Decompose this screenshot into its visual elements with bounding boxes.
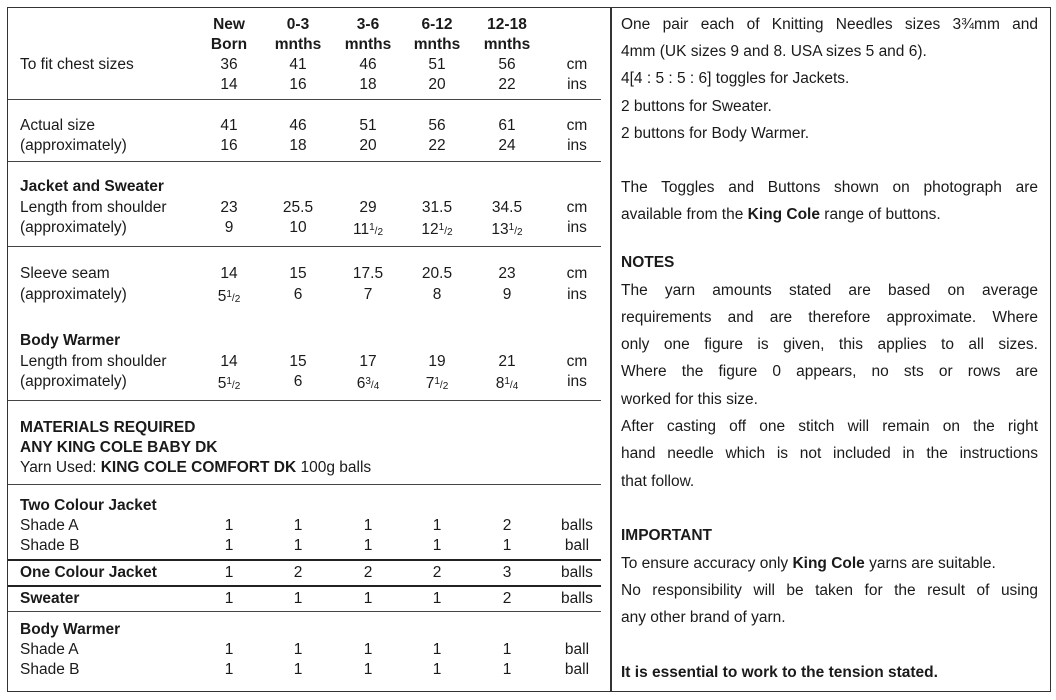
warmer-cm-value: 19 [428, 353, 446, 370]
unit-label: ball [564, 641, 590, 658]
fraction-slash: / [509, 380, 513, 391]
whole-number: 8 [495, 375, 505, 392]
ball-count: 2 [502, 590, 512, 607]
warmer-buttons-line [621, 120, 1038, 147]
unit-label: ins [567, 76, 587, 93]
tension-note [621, 659, 1038, 686]
whole-number: 7 [363, 286, 373, 303]
ball-count: 2 [363, 564, 373, 581]
fraction-slash: / [231, 293, 235, 304]
length-label: Length from shoulder [20, 199, 167, 216]
fraction [365, 375, 379, 392]
ball-count: 1 [293, 537, 303, 554]
notes-line [621, 331, 1038, 358]
row-divider [8, 246, 601, 247]
unit-label: balls [561, 590, 593, 607]
important-line [621, 550, 1038, 577]
sleeve-ins-value [328, 285, 408, 305]
materials-subheading: ANY KING COLE BABY DK [20, 439, 218, 456]
notes-line [621, 304, 1038, 331]
row-divider [8, 99, 601, 100]
needles-line [621, 38, 1038, 65]
important-heading [621, 522, 1038, 549]
yarn-text: 100g balls [296, 459, 372, 476]
actual-cm-value: 61 [498, 117, 516, 134]
size-header-top: 12-18 [487, 16, 527, 33]
fraction-denominator: 2 [447, 227, 453, 238]
toggles-line-text: 4[4 : 5 : 5 : 6] toggles for Jackets. [621, 70, 850, 87]
warmer-ins-value [258, 372, 338, 392]
body-warmer-materials-heading: Body Warmer [20, 621, 121, 638]
photo-line-text: The Toggles and Buttons shown on photograph are [621, 179, 1038, 196]
fraction-denominator: 2 [234, 294, 241, 305]
notes-line-text: only one figure is given, this applies to all sizes. [621, 336, 1038, 353]
needles-line [621, 11, 1038, 38]
ball-count: 2 [502, 517, 512, 534]
ball-count: 1 [224, 641, 234, 658]
notes-heading-text: NOTES [621, 254, 675, 271]
important-heading-text: IMPORTANT [621, 527, 712, 544]
unit-label: ball [564, 661, 590, 678]
yarn-text: KING COLE COMFORT DK [100, 459, 297, 476]
sleeve-ins-value [189, 285, 269, 310]
sleeve-label: Sleeve seam [20, 265, 110, 282]
notes-line-text: hand needle which is not included in the instructions [621, 445, 1038, 462]
chest-ins-value: 22 [498, 76, 516, 93]
jacket-cm-value: 31.5 [421, 199, 453, 216]
warmer-cm-value: 21 [498, 353, 516, 370]
whole-number: 6 [293, 373, 303, 390]
row-divider [8, 585, 601, 587]
materials-heading: MATERIALS REQUIRED [20, 419, 196, 436]
fraction [226, 375, 240, 392]
toggles-line [621, 65, 1038, 92]
notes-line [621, 386, 1038, 413]
row-divider [8, 484, 601, 485]
jacket-cm-value: 25.5 [282, 199, 314, 216]
fraction-numerator: 3 [365, 376, 371, 387]
whole-number: 8 [432, 286, 442, 303]
yarn-used-line [20, 458, 371, 478]
notes-line [621, 468, 1038, 495]
tension-note-text: It is essential to work to the tension stated. [621, 664, 938, 681]
needles-line-text: 4mm (UK sizes 9 and 8. USA sizes 5 and 6). [621, 43, 927, 60]
important-line-text: yarns are suitable. [864, 555, 996, 572]
sleeve-cm-value: 20.5 [421, 265, 453, 282]
needles-line-text: One pair each of Knitting Needles sizes 3¾mm and [621, 16, 1038, 33]
actual-ins-value: 22 [428, 137, 446, 154]
warmer-ins-value [397, 372, 477, 397]
row-divider [8, 161, 601, 162]
warmer-ins-value [467, 372, 547, 397]
size-header-top: 0-3 [286, 16, 310, 33]
fraction-numerator: 1 [226, 376, 232, 387]
whole-number: 6 [356, 375, 366, 392]
actual-cm-value: 56 [428, 117, 446, 134]
one-colour-jacket-label: One Colour Jacket [20, 564, 157, 581]
important-line-text: To ensure accuracy only [621, 555, 793, 572]
ball-count: 1 [224, 517, 234, 534]
actual-ins-value: 18 [289, 137, 307, 154]
photo-line-text: available from the [621, 206, 748, 223]
chest-ins-value: 16 [289, 76, 307, 93]
chest-ins-value: 20 [428, 76, 446, 93]
fraction-numerator: 1 [438, 222, 445, 233]
unit-label: cm [566, 265, 588, 282]
whole-number: 12 [421, 221, 439, 238]
fraction-denominator: 2 [442, 381, 449, 392]
ball-count: 1 [224, 564, 234, 581]
length-label: Length from shoulder [20, 353, 167, 370]
ball-count: 1 [293, 661, 303, 678]
ball-count: 1 [502, 641, 512, 658]
notes-heading [621, 249, 1038, 276]
ball-count: 1 [363, 517, 373, 534]
row-divider [8, 611, 601, 612]
actual-ins-value: 20 [359, 137, 377, 154]
notes-line-text: After casting off one stitch will remain on the right [621, 418, 1038, 435]
fraction-numerator: 1 [434, 376, 440, 387]
notes-line-text: The yarn amounts stated are based on average [621, 282, 1038, 299]
size-header-bottom: Born [210, 36, 248, 53]
fraction [439, 221, 453, 238]
jacket-ins-value [189, 218, 269, 238]
sweater-label: Sweater [20, 590, 80, 607]
whole-number: 7 [425, 375, 435, 392]
ball-count: 1 [432, 661, 442, 678]
approx-label: (approximately) [20, 373, 127, 390]
ball-count: 3 [502, 564, 512, 581]
sleeve-ins-value [258, 285, 338, 305]
chest-ins-value: 14 [220, 76, 238, 93]
fraction-denominator: 4 [512, 381, 519, 392]
size-header-top: 6-12 [421, 16, 453, 33]
warmer-ins-value [189, 372, 269, 397]
ball-count: 2 [293, 564, 303, 581]
fraction-slash: / [514, 226, 518, 237]
jacket-ins-value [258, 218, 338, 238]
jacket-cm-value: 23 [220, 199, 238, 216]
chest-cm-value: 41 [289, 56, 307, 73]
row-divider [8, 400, 601, 401]
important-line-text: No responsibility will be taken for the result of using [621, 582, 1038, 599]
chest-cm-value: 46 [359, 56, 377, 73]
notes-line [621, 440, 1038, 467]
unit-label: cm [566, 117, 588, 134]
ball-count: 1 [224, 537, 234, 554]
notes-line-text: Where the figure 0 appears, no sts or rows are [621, 363, 1038, 380]
sleeve-ins-value [467, 285, 547, 305]
fraction-slash: / [370, 380, 374, 391]
unit-label: cm [566, 56, 588, 73]
warmer-cm-value: 14 [220, 353, 238, 370]
chest-cm-value: 51 [428, 56, 446, 73]
fraction-slash: / [439, 380, 443, 391]
whole-number: 5 [217, 375, 227, 392]
fraction-numerator: 1 [226, 289, 232, 300]
ball-count: 1 [363, 590, 373, 607]
photo-line [621, 201, 1038, 228]
fraction-numerator: 1 [369, 222, 375, 233]
yarn-text: Yarn Used: [20, 459, 101, 476]
fraction-denominator: 4 [373, 381, 380, 392]
shade-label: Shade B [20, 661, 80, 678]
important-line [621, 604, 1038, 631]
ball-count: 1 [363, 661, 373, 678]
ball-count: 1 [502, 661, 512, 678]
size-header-bottom: mnths [483, 36, 531, 53]
notes-line [621, 277, 1038, 304]
important-line [621, 577, 1038, 604]
chest-cm-value: 56 [498, 56, 516, 73]
ball-count: 2 [432, 564, 442, 581]
notes-line [621, 413, 1038, 440]
unit-label: ins [567, 219, 587, 236]
whole-number: 10 [289, 219, 307, 236]
chest-label: To fit chest sizes [20, 56, 134, 73]
ball-count: 1 [502, 537, 512, 554]
fraction-slash: / [231, 380, 235, 391]
jacket-cm-value: 29 [359, 199, 377, 216]
size-header-top: New [213, 16, 245, 33]
ball-count: 1 [432, 537, 442, 554]
actual-cm-value: 41 [220, 117, 238, 134]
shade-label: Shade A [20, 517, 79, 534]
whole-number: 9 [502, 286, 512, 303]
fraction [509, 221, 523, 238]
ball-count: 1 [432, 517, 442, 534]
fraction [504, 375, 518, 392]
unit-label: ins [567, 286, 587, 303]
ball-count: 1 [432, 590, 442, 607]
important-line-text: King Cole [792, 555, 865, 572]
photo-line-text: range of buttons. [820, 206, 941, 223]
fraction-denominator: 2 [377, 227, 383, 238]
approx-label: (approximately) [20, 286, 127, 303]
jacket-ins-value [328, 218, 408, 243]
unit-label: cm [566, 199, 588, 216]
sleeve-cm-value: 17.5 [352, 265, 384, 282]
warmer-buttons-line-text: 2 buttons for Body Warmer. [621, 125, 810, 142]
jacket-ins-value [467, 218, 547, 243]
sleeve-cm-value: 14 [220, 265, 238, 282]
ball-count: 1 [363, 641, 373, 658]
sleeve-ins-value [397, 285, 477, 305]
shade-label: Shade B [20, 537, 80, 554]
ball-count: 1 [293, 590, 303, 607]
fraction [369, 221, 383, 238]
photo-line [621, 174, 1038, 201]
actual-size-label: Actual size [20, 117, 95, 134]
unit-label: balls [561, 517, 593, 534]
size-header-bottom: mnths [413, 36, 461, 53]
whole-number: 5 [217, 288, 227, 305]
fraction-denominator: 2 [234, 381, 241, 392]
chest-ins-value: 18 [359, 76, 377, 93]
fraction-slash: / [374, 226, 378, 237]
approx-label: (approximately) [20, 219, 127, 236]
notes-line-text: worked for this size. [621, 391, 758, 408]
size-header-bottom: mnths [274, 36, 322, 53]
unit-label: ins [567, 373, 587, 390]
ball-count: 1 [363, 537, 373, 554]
sweater-buttons-line-text: 2 buttons for Sweater. [621, 98, 772, 115]
notes-line-text: that follow. [621, 473, 695, 490]
fraction [226, 288, 240, 305]
fraction-numerator: 1 [504, 376, 510, 387]
actual-ins-value: 16 [220, 137, 238, 154]
ball-count: 1 [293, 517, 303, 534]
actual-cm-value: 51 [359, 117, 377, 134]
row-divider [8, 559, 601, 561]
warmer-cm-value: 15 [289, 353, 307, 370]
actual-cm-value: 46 [289, 117, 307, 134]
fraction [434, 375, 448, 392]
unit-label: cm [566, 353, 588, 370]
whole-number: 13 [491, 221, 509, 238]
warmer-cm-value: 17 [359, 353, 377, 370]
unit-label: ball [564, 537, 590, 554]
whole-number: 9 [224, 219, 234, 236]
ball-count: 1 [293, 641, 303, 658]
warmer-ins-value [328, 372, 408, 397]
photo-line-text: King Cole [747, 206, 820, 223]
fraction-slash: / [444, 226, 448, 237]
fraction-denominator: 2 [517, 227, 523, 238]
notes-line [621, 358, 1038, 385]
sleeve-cm-value: 23 [498, 265, 516, 282]
two-colour-jacket-heading: Two Colour Jacket [20, 497, 157, 514]
size-header-bottom: mnths [344, 36, 392, 53]
notes-line-text: requirements and are therefore approximate. Where [621, 309, 1038, 326]
unit-label: ins [567, 137, 587, 154]
jacket-cm-value: 34.5 [491, 199, 523, 216]
fraction-numerator: 1 [508, 222, 515, 233]
unit-label: balls [561, 564, 593, 581]
chest-cm-value: 36 [220, 56, 238, 73]
body-warmer-heading: Body Warmer [20, 332, 121, 349]
jacket-sweater-heading: Jacket and Sweater [20, 178, 164, 195]
actual-ins-value: 24 [498, 137, 516, 154]
ball-count: 1 [224, 590, 234, 607]
whole-number: 6 [293, 286, 303, 303]
jacket-ins-value [397, 218, 477, 243]
shade-label: Shade A [20, 641, 79, 658]
size-header-top: 3-6 [356, 16, 380, 33]
sleeve-cm-value: 15 [289, 265, 307, 282]
sweater-buttons-line [621, 93, 1038, 120]
ball-count: 1 [432, 641, 442, 658]
ball-count: 1 [224, 661, 234, 678]
whole-number: 11 [353, 221, 370, 238]
important-line-text: any other brand of yarn. [621, 609, 786, 626]
approx-label: (approximately) [20, 137, 127, 154]
